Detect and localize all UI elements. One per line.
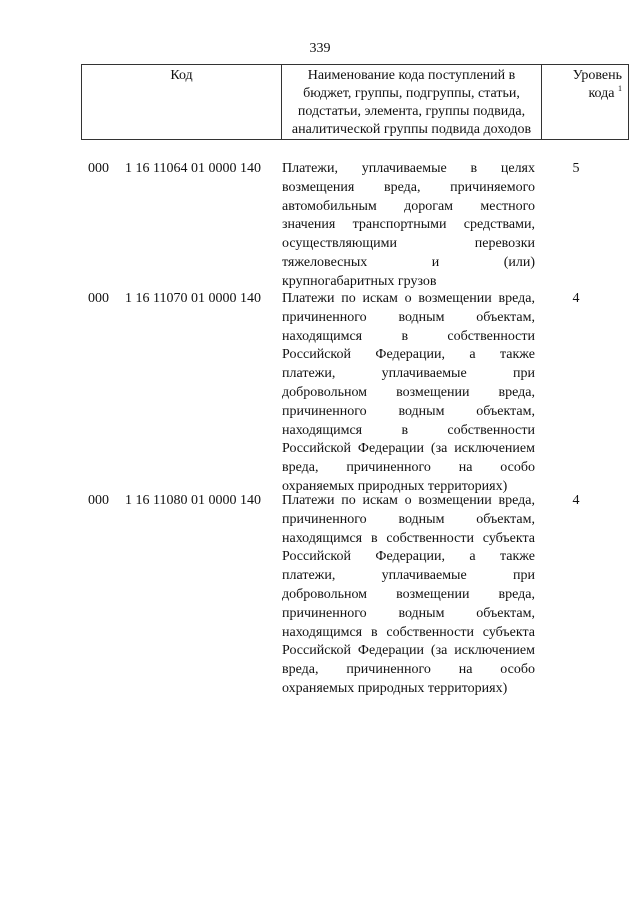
header-name-line: подстатьи, элемента, группы подвида, [297,104,526,119]
table-header [81,64,629,140]
header-level-line2 [544,85,622,103]
income-description [282,160,535,292]
income-code: 1 16 11070 01 0000 140 [125,291,261,306]
description-line: крупногабаритных грузов [282,273,437,289]
description-line: добровольном возмещении вреда, [282,384,535,400]
header-code [82,65,282,140]
admin-code: 000 [88,161,109,176]
description-line: Российской Федерации, а также [282,549,535,565]
header-name-line: Наименование кода поступлений в [307,68,516,83]
admin-code: 000 [88,291,109,306]
income-description [282,290,535,497]
description-line: охраняемых природных территориях) [282,478,508,494]
header-name-line: аналитической группы подвида доходов [291,122,532,137]
footnote-marker: 1 [618,84,622,93]
description-line: находящимся в собственности субъекта [282,530,535,546]
header-name [282,65,542,140]
header-code-label: Код [170,68,193,83]
header-level-label: кода [588,86,615,101]
description-line: вреда, причиненного на особо [282,460,535,476]
description-line: Платежи по искам о возмещении вреда, [282,291,535,306]
admin-code: 000 [88,493,109,508]
description-line: вреда, причиненного на особо [282,662,535,678]
income-description [282,492,535,699]
description-line: Российской Федерации, а также [282,347,535,363]
header-level [542,65,629,140]
description-line: добровольном возмещении вреда, [282,586,535,602]
description-line: причиненного водным объектам, [282,403,535,419]
description-line: охраняемых природных территориях) [282,680,508,696]
description-line: Российской Федерации (за исключением [282,643,535,659]
description-line: Платежи по искам о возмещении вреда, [282,493,535,508]
description-line: тяжеловесных и (или) [282,254,535,270]
description-line: Платежи, уплачиваемые в целях [282,161,535,176]
description-line: возмещения вреда, причиняемого [282,179,535,195]
income-code: 1 16 11080 01 0000 140 [125,493,261,508]
description-line: осуществляющими перевозки [282,236,535,252]
page-number: 339 [309,41,331,56]
description-line: значения транспортными средствами, [282,217,535,233]
description-line: причиненного водным объектам, [282,605,535,621]
description-line: находящимся в собственности субъекта [282,624,535,640]
code-level: 4 [572,493,580,508]
description-line: платежи, уплачиваемые при [282,568,535,584]
description-line: находящимся в собственности [282,328,535,344]
description-line: причиненного водным объектам, [282,309,535,325]
header-name-line: бюджет, группы, подгруппы, статьи, [303,86,520,101]
description-line: платежи, уплачиваемые при [282,366,535,382]
description-line: находящимся в собственности [282,422,535,438]
description-line: причиненного водным объектам, [282,511,535,527]
description-line: Российской Федерации (за исключением [282,441,535,457]
income-code: 1 16 11064 01 0000 140 [125,161,261,176]
code-level: 4 [572,291,580,306]
code-level: 5 [572,161,580,176]
description-line: автомобильным дорогам местного [282,198,535,214]
header-level-line1: Уровень [572,68,622,83]
